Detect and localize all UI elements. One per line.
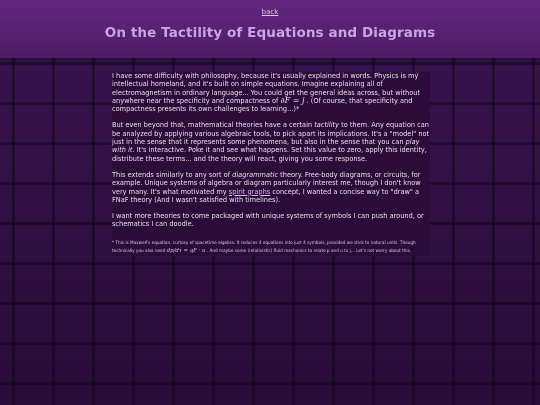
footnote-text-b: . And maybe some (relativistic) fluid mechanics to relate p and u to j... Let's not worry about this. [205,248,412,254]
emphasis-tactility: tactility [314,121,340,130]
footnote-equation: dp/dτ = qF · u [166,248,206,255]
emphasis-diagrammatic: diagrammatic [232,170,279,179]
paragraph-4: I want more theories to come packaged with unique systems of symbols I can push around, or schematics I can doodle. [112,212,424,229]
paragraph-2-text-c: . It's interactive. Poke it and see what happens. Set this value to zero, apply this identity, distribute these terms... and the theory will react, giving you some response. [112,146,427,163]
spirit-graphs-link[interactable]: spirit graphs [228,187,271,196]
maxwell-equation: ∂F = j [280,95,305,105]
back-link-container [0,8,540,16]
footnote [112,239,430,256]
emphasis-play-with-it: play with it [112,138,420,155]
paragraph-3-text-b: theory. Free-body diagrams, or circuits, for example. Unique systems of algebra or diagram particularly interest me, though I don't know very many. It's what motivated my [112,170,421,196]
paragraph-2-text-b: to them. Any equation can be analyzed by applying various algebraic tools, to pick apart its implications. It's a "model" not just in the sense that it represents some phenomena, but also in the sense that you can [112,121,430,147]
article-body [112,72,430,256]
paragraph-1-text-b: . (Of course, that specificity and compactness presents its own challenges to learning...)* [112,96,413,114]
paragraph-2-text-a: But even beyond that, mathematical theories have a certain [112,121,315,130]
page-title: On the Tactility of Equations and Diagrams [104,25,436,41]
paragraph-3-text-c: concept, I wanted a concise way to "draw" a FNaF theory (And I wasn't satisfied with timelines). [112,187,420,204]
paragraph-3-text-a: This extends similarly to any sort of [112,170,233,179]
page-header [0,0,540,58]
back-link[interactable]: back [261,8,279,16]
footnote-text-a: * This is Maxwell's equation, curtosy of spacetime algebra. It reduces 4 equations into just 4 symbols, provided we stick to natural units. Though technically you also need [112,239,416,254]
paragraph-2 [112,121,430,162]
paragraph-1 [112,72,430,113]
paragraph-3 [112,171,430,204]
paragraph-1-text-a: I have some difficulty with philosophy, because it's usually explained in words. Physics is my intellectual homeland, and it's built on simple equations. Imagine explaining all of electromagnetism in ordinary language... You could get the general ideas across, but without anywhere near the specificity and compactness of [112,72,420,105]
